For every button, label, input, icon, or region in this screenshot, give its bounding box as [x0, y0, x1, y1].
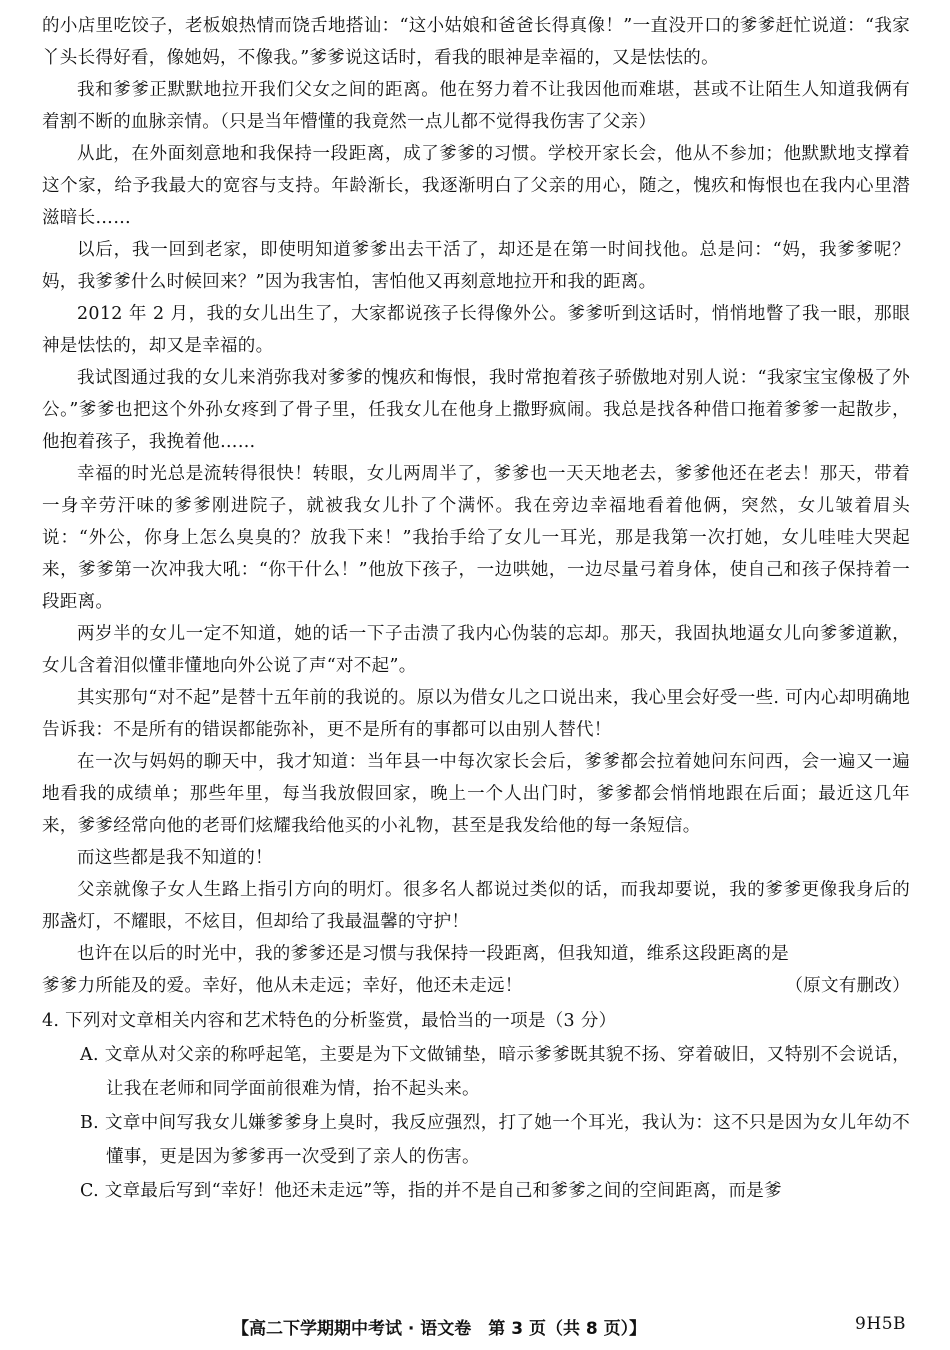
paragraph: 从此，在外面刻意地和我保持一段距离，成了爹爹的习惯。学校开家长会，他从不参加；他默默地支撑着这个家，给予我最大的宽容与支持。年龄渐长，我逐渐明白了父亲的用心，随之，愧疚和悔恨也在我内心里潜滋暗长…… [42, 144, 910, 228]
paragraph: 幸福的时光总是流转得很快！转眼，女儿两周半了，爹爹也一天天地老去，爹爹他还在老去！那天，带着一身辛劳汗味的爹爹刚进院子，就被我女儿扑了个满怀。我在旁边幸福地看着他俩，突然，女儿皱着眉头说：“外公，你身上怎么臭臭的？放我下来！”我抬手给了女儿一耳光，那是我第一次打她，女儿哇哇大哭起来，爹爹第一次冲我大吼：“你干什么！”他放下孩子，一边哄她，一边尽量弓着身体，使自己和孩子保持着一段距离。 [42, 464, 910, 612]
paragraph: 我试图通过我的女儿来消弥我对爹爹的愧疚和悔恨，我时常抱着孩子骄傲地对别人说：“我家宝宝像极了外公。”爹爹也把这个外孙女疼到了骨子里，任我女儿在他身上撒野疯闹。我总是找各种借口拖着爹爹一起散步，他抱着孩子，我挽着他…… [42, 368, 910, 452]
option-a: A. 文章从对父亲的称呼起笔，主要是为下文做铺垫，暗示爹爹既其貌不扬、穿着破旧，又特别不会说话，让我在老师和同学面前很难为情，抬不起头来。 [80, 1045, 910, 1099]
final-paragraph-end: 爹爹力所能及的爱。幸好，他从未走远；幸好，他还未走远！ [42, 976, 523, 996]
paragraph: 我和爹爹正默默地拉开我们父女之间的距离。他在努力着不让我因他而难堪，甚或不让陌生人知道我俩有着割不断的血脉亲情。（只是当年懵懂的我竟然一点儿都不觉得我伤害了父亲） [42, 80, 910, 132]
option-c: C. 文章最后写到“幸好！他还未走远”等，指的并不是自己和爹爹之间的空间距离，而是爹 [80, 1181, 782, 1201]
paragraph: 其实那句“对不起”是替十五年前的我说的。原以为借女儿之口说出来，我心里会好受一些. 可内心却明确地告诉我：不是所有的错误都能弥补，更不是所有的事都可以由别人替代！ [42, 688, 910, 740]
page-footer [0, 1308, 950, 1338]
paragraph: 在一次与妈妈的聊天中，我才知道：当年县一中每次家长会后，爹爹都会拉着她问东问西，会一遍又一遍地看我的成绩单；那些年里，每当我放假回家，晚上一个人出门时，爹爹都会悄悄地跟在后面；最近这几年来，爹爹经常向他的老哥们炫耀我给他买的小礼物，甚至是我发给他的每一条短信。 [42, 752, 910, 836]
reading-passage [42, 10, 910, 1002]
footer-title: 【高二下学期期中考试 · 语文卷 第 3 页（共 8 页）】 [232, 1319, 647, 1339]
paragraph: 两岁半的女儿一定不知道，她的话一下子击溃了我内心伪装的忘却。那天，我固执地逼女儿向爹爹道歉，女儿含着泪似懂非懂地向外公说了声“对不起”。 [42, 624, 910, 676]
paragraph: 而这些都是我不知道的！ [77, 848, 273, 868]
question-4 [42, 1004, 910, 1208]
option-b: B. 文章中间写我女儿嫌爹爹身上臭时，我反应强烈，打了她一个耳光，我认为：这不只是因为女儿年幼不懂事，更是因为爹爹再一次受到了亲人的伤害。 [80, 1113, 910, 1167]
question-stem: 4. 下列对文章相关内容和艺术特色的分析鉴赏，最恰当的一项是（3 分） [42, 1011, 617, 1031]
final-paragraph-start: 也许在以后的时光中，我的爹爹还是习惯与我保持一段距离，但我知道，维系这段距离的是 [77, 944, 789, 964]
paragraph: 以后，我一回到老家，即使明知道爹爹出去干活了，却还是在第一时间找他。总是问：“妈，我爹爹呢？妈，我爹爹什么时候回来？”因为我害怕，害怕他又再刻意地拉开和我的距离。 [42, 240, 910, 292]
final-paragraph [42, 938, 910, 1002]
paragraph: 的小店里吃饺子，老板娘热情而饶舌地搭讪：“这小姑娘和爸爸长得真像！”一直没开口的爹爹赶忙说道：“我家丫头长得好看，像她妈，不像我。”爹爹说这话时，看我的眼神是幸福的，又是怯怯的。 [42, 16, 910, 68]
paragraph: 父亲就像子女人生路上指引方向的明灯。很多名人都说过类似的话，而我却要说，我的爹爹更像我身后的那盏灯，不耀眼，不炫目，但却给了我最温馨的守护！ [42, 880, 910, 932]
source-note: （原文有删改） [785, 976, 910, 996]
final-paragraph-last-line [42, 970, 910, 1002]
exam-code: 9H5B [855, 1314, 906, 1334]
paragraph: 2012 年 2 月，我的女儿出生了，大家都说孩子长得像外公。爹爹听到这话时，悄悄地瞥了我一眼，那眼神是怯怯的，却又是幸福的。 [42, 304, 910, 356]
